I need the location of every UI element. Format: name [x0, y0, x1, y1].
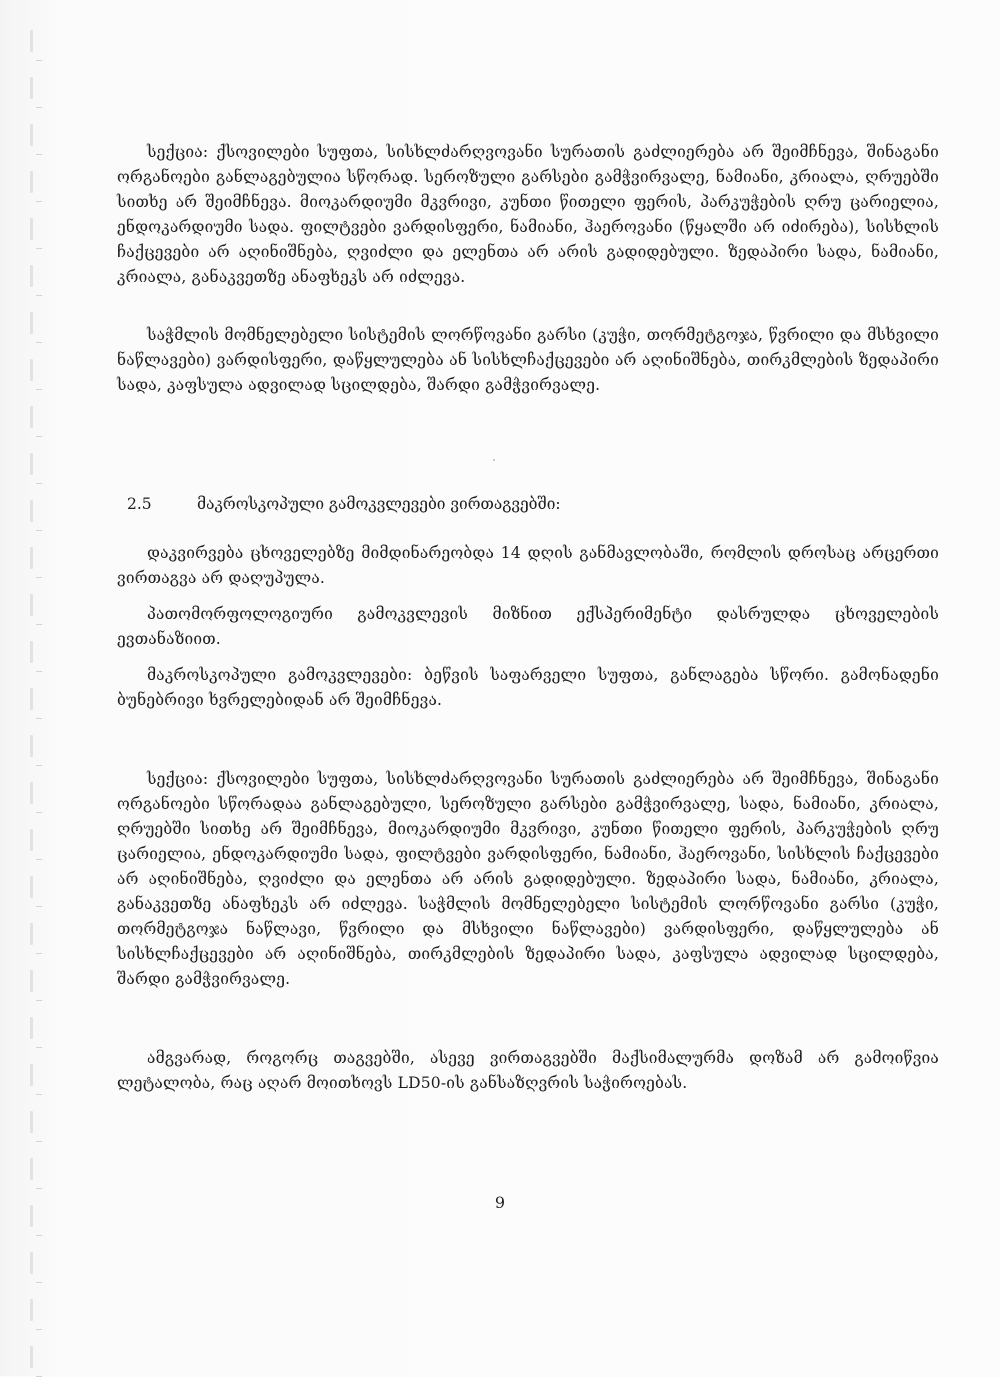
- section-title: მაკროსკოპული გამოკვლევები ვირთაგვებში:: [197, 495, 561, 513]
- binding-hole: [30, 218, 33, 240]
- paragraph-digestive-system: საჭმლის მომნელებელი სისტემის ლორწოვანი გარსი (კუჭი, თორმეტგოჯა, წვრილი და მსხვილი ნაწლავები) ვარდისფერი, დაწყლულება ან სისხლჩაქცევები არ აღინიშნება, თირკმლების ზედაპირი სადა, კაფსულა ადვილად სცილდება, შარდი გამჭვირვალე.: [117, 326, 939, 394]
- binding-hole: [30, 1252, 33, 1274]
- binding-hole: [30, 312, 33, 334]
- binding-hole: [30, 265, 33, 287]
- binding-edge: [26, 0, 40, 1376]
- binding-tick: [36, 295, 42, 296]
- binding-tick: [36, 201, 42, 202]
- binding-hole: [30, 735, 33, 757]
- binding-tick: [36, 671, 42, 672]
- binding-tick: [36, 1235, 42, 1236]
- binding-hole: [30, 970, 33, 992]
- scan-speck: [493, 459, 495, 461]
- binding-tick: [36, 1329, 42, 1330]
- binding-tick: [36, 154, 42, 155]
- binding-tick: [36, 436, 42, 437]
- binding-hole: [30, 1064, 33, 1086]
- paragraph-section-rats: სექცია: ქსოვილები სუფთა, სისხლძარღვოვანი სურათის გაძლიერება არ შეიმჩნევა, შინაგანი ორგანოები სწორადაა განლაგებული, სეროზული გარსები გამჭვირვალე, სადა, ნამიანი, კრიალა, ღრუებში სითხე არ შეიმჩნევა, მიოკარდიუმი მკვრივი, კუნთი წითელი ფერის, პარკუჭების ღრუ ცარიელია, ენდოკარდიუმი სადა, ფილტვები ვარდისფერი, ნამიანი, ჰაეროვანი, სისხლის ჩაქცევები არ აღინიშნება, ღვიძლი და ელენთა არ არის გადიდებული. ზედაპირი სადა, ნამიანი, კრიალა, განაკვეთზე ანაფხეკს არ იძლევა. საჭმლის მომნელებელი სისტემის ლორწოვანი გარსი (კუჭი, თორმეტგოჯა ნაწლავი, წვრილი და მსხვილი ნაწლავები) ვარდისფერი, დაწყლულება ან სისხლჩაქცევები არ აღინიშნება, თირკმლების ზედაპირი სადა, კაფსულა ადვილად სცილდება, შარდი გამჭვირვალე.: [117, 770, 939, 988]
- binding-hole: [30, 1158, 33, 1180]
- paragraph-macroscopic: მაკროსკოპული გამოკვლევები: ბეწვის საფარველი სუფთა, განლაგება სწორი. გამონადენი ბუნებრივი ხვრელებიდან არ შეიმჩნევა.: [117, 666, 939, 709]
- binding-tick: [36, 1141, 42, 1142]
- binding-hole: [30, 77, 33, 99]
- binding-hole: [30, 124, 33, 146]
- binding-tick: [36, 812, 42, 813]
- section-number: 2.5: [127, 495, 152, 513]
- binding-hole: [30, 1299, 33, 1321]
- binding-hole: [30, 1111, 33, 1133]
- binding-hole: [30, 1346, 33, 1368]
- binding-tick: [36, 718, 42, 719]
- binding-hole: [30, 594, 33, 616]
- binding-tick: [36, 1282, 42, 1283]
- paragraph-euthanasia: პათომორფოლოგიური გამოკვლევის მიზნით ექსპერიმენტი დასრულდა ცხოველების ევთანაზიით.: [117, 605, 939, 648]
- binding-hole: [30, 406, 33, 428]
- binding-tick: [36, 342, 42, 343]
- binding-tick: [36, 1094, 42, 1095]
- binding-tick: [36, 859, 42, 860]
- binding-tick: [36, 389, 42, 390]
- binding-hole: [30, 782, 33, 804]
- binding-tick: [36, 1000, 42, 1001]
- binding-tick: [36, 107, 42, 108]
- paragraph-observation: დაკვირვება ცხოველებზე მიმდინარეობდა 14 დღის განმავლობაში, რომლის დროსაც არცერთი ვირთაგვა არ დაღუპულა.: [117, 544, 939, 587]
- binding-tick: [36, 1188, 42, 1189]
- binding-hole: [30, 500, 33, 522]
- binding-hole: [30, 829, 33, 851]
- paragraph-section-mice: სექცია: ქსოვილები სუფთა, სისხლძარღვოვანი სურათის გაძლიერება არ შეიმჩნევა, შინაგანი ორგანოები განლაგებულია სწორად. სეროზული გარსები გამჭვირვალე, ნამიანი, კრიალა, ღრუებში სითხე არ შეიმჩნევა. მიოკარდიუმი მკვრივი, კუნთი წითელი ფერის, პარკუჭების ღრუ ცარიელია, ენდოკარდიუმი სადა. ფილტვები ვარდისფერი, ნამიანი, ჰაეროვანი (წყალში არ იძირება), სისხლის ჩაქცევები არ აღინიშნება, ღვიძლი და ელენთა არ არის გადიდებული. ზედაპირი სადა, ნამიანი, კრიალა, განაკვეთზე ანაფხეკს არ იძლევა.: [117, 143, 939, 286]
- binding-tick: [36, 60, 42, 61]
- binding-hole: [30, 453, 33, 475]
- binding-hole: [30, 641, 33, 663]
- binding-hole: [30, 30, 33, 52]
- paragraph-conclusion: ამგვარად, როგორც თაგვებში, ასევე ვირთაგვებში მაქსიმალურმა დოზამ არ გამოიწვია ლეტალობა, რაც აღარ მოითხოვს LD50-ის განსაზღვრის საჭიროებას.: [117, 1049, 939, 1092]
- binding-hole: [30, 171, 33, 193]
- binding-tick: [36, 953, 42, 954]
- binding-hole: [30, 688, 33, 710]
- binding-hole: [30, 1017, 33, 1039]
- page-number: 9: [494, 1193, 506, 1212]
- section-heading: [127, 492, 927, 517]
- binding-tick: [36, 530, 42, 531]
- binding-hole: [30, 359, 33, 381]
- binding-hole: [30, 923, 33, 945]
- binding-tick: [36, 248, 42, 249]
- binding-tick: [36, 906, 42, 907]
- binding-tick: [36, 1047, 42, 1048]
- binding-tick: [36, 577, 42, 578]
- binding-tick: [36, 483, 42, 484]
- binding-tick: [36, 624, 42, 625]
- binding-tick: [36, 765, 42, 766]
- binding-hole: [30, 547, 33, 569]
- binding-hole: [30, 876, 33, 898]
